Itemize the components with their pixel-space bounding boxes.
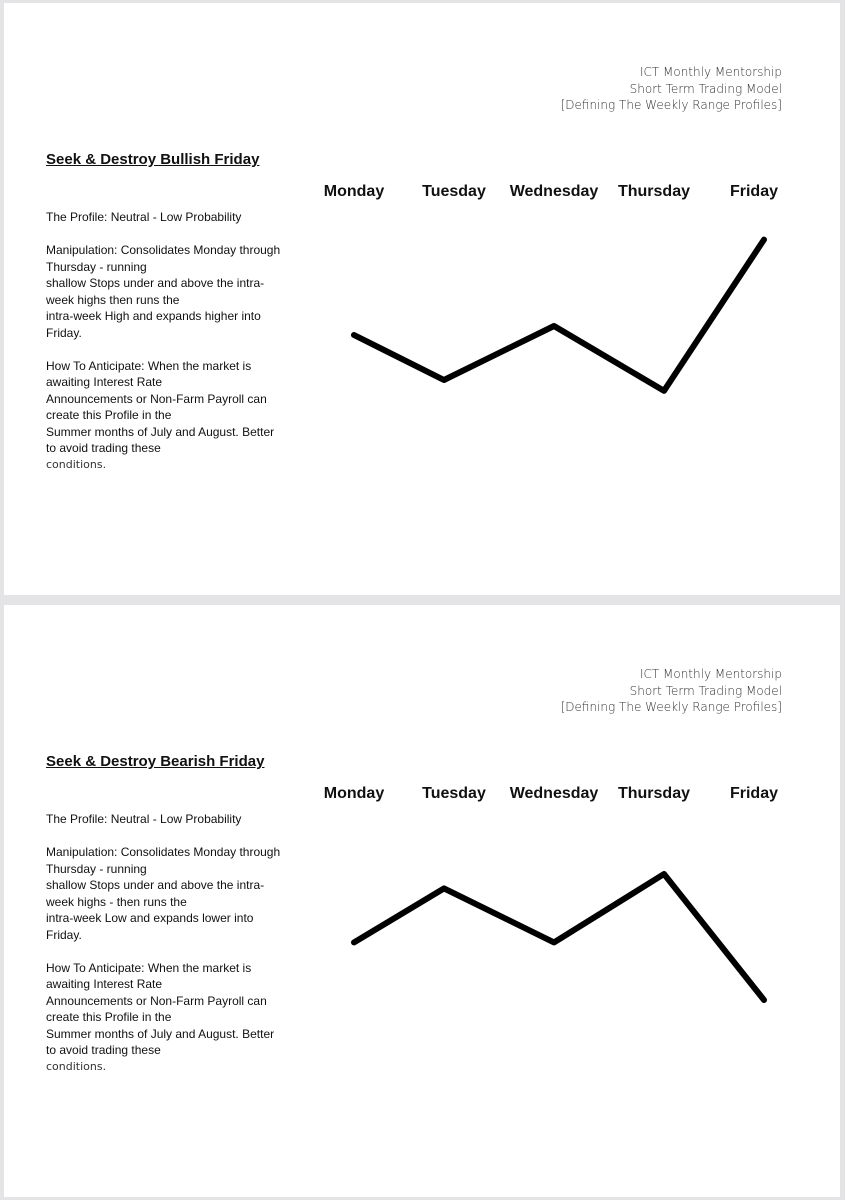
text-line: awaiting Interest Rate — [46, 977, 163, 991]
day-label-friday: Friday — [729, 785, 779, 802]
profile-line: The Profile: Neutral - Low Probability — [46, 812, 242, 826]
text-line: Friday. — [46, 927, 82, 942]
profile-description — [46, 209, 291, 490]
text-line: create this Profile in the — [46, 408, 172, 422]
text-line: Announcements or Non-Farm Payroll can — [46, 391, 267, 406]
text-line: awaiting Interest Rate — [46, 375, 163, 389]
day-label-tuesday: Tuesday — [422, 183, 486, 200]
text-line: to avoid trading these — [46, 1043, 161, 1057]
text-line: week highs - then runs the — [46, 894, 187, 909]
day-label-tuesday: Tuesday — [422, 785, 486, 802]
text-line: Friday. — [46, 325, 82, 340]
manipulation-paragraph — [46, 844, 291, 943]
manipulation-paragraph — [46, 242, 291, 341]
text-line: How To Anticipate: When the market is — [46, 960, 252, 975]
header-line-2: Short Term Trading Model — [629, 683, 782, 698]
profile-description — [46, 811, 291, 1092]
text-line: intra-week Low and expands lower into — [46, 911, 254, 925]
weekly-profile-chart — [304, 770, 784, 1060]
text-line: Manipulation: Consolidates Monday through — [46, 243, 281, 257]
price-path-line — [354, 240, 764, 391]
profile-title: Seek & Destroy Bullish Friday — [46, 151, 260, 168]
text-line: Thursday - running — [46, 259, 147, 274]
page-header — [561, 64, 782, 114]
day-label-monday: Monday — [323, 183, 385, 200]
document-page-1 — [4, 3, 840, 595]
day-label-wednesday: Wednesday — [509, 785, 599, 802]
price-path-line — [354, 874, 764, 1000]
day-label-wednesday: Wednesday — [509, 183, 599, 200]
weekly-profile-chart — [304, 168, 784, 458]
profile-line: The Profile: Neutral - Low Probability — [46, 210, 242, 224]
text-line: How To Anticipate: When the market is — [46, 358, 252, 373]
text-line: Manipulation: Consolidates Monday through — [46, 845, 281, 859]
anticipate-paragraph — [46, 960, 291, 1076]
document-page-2 — [4, 605, 840, 1197]
day-label-thursday: Thursday — [617, 183, 691, 200]
text-line: create this Profile in the — [46, 1010, 172, 1024]
anticipate-paragraph — [46, 358, 291, 474]
day-label-thursday: Thursday — [617, 785, 691, 802]
header-line-3: [Defining The Weekly Range Profiles] — [560, 98, 782, 112]
text-line: Thursday - running — [46, 861, 147, 876]
header-line-1: ICT Monthly Mentorship — [639, 65, 782, 79]
text-line: shallow Stops under and above the intra- — [46, 878, 265, 892]
text-line: conditions. — [46, 457, 107, 471]
text-line: Announcements or Non-Farm Payroll can — [46, 993, 267, 1008]
text-line: to avoid trading these — [46, 441, 161, 455]
day-label-friday: Friday — [729, 183, 779, 200]
text-line: Summer months of July and August. Better — [46, 424, 275, 439]
text-line: shallow Stops under and above the intra- — [46, 276, 265, 290]
page-header — [561, 666, 782, 716]
header-line-1: ICT Monthly Mentorship — [639, 667, 782, 681]
text-line: week highs then runs the — [46, 292, 180, 307]
day-label-monday: Monday — [323, 785, 385, 802]
profile-title: Seek & Destroy Bearish Friday — [46, 753, 265, 770]
text-line: Summer months of July and August. Better — [46, 1026, 275, 1041]
header-line-2: Short Term Trading Model — [629, 81, 782, 96]
text-line: intra-week High and expands higher into — [46, 309, 261, 323]
text-line: conditions. — [46, 1059, 107, 1073]
header-line-3: [Defining The Weekly Range Profiles] — [560, 700, 782, 714]
